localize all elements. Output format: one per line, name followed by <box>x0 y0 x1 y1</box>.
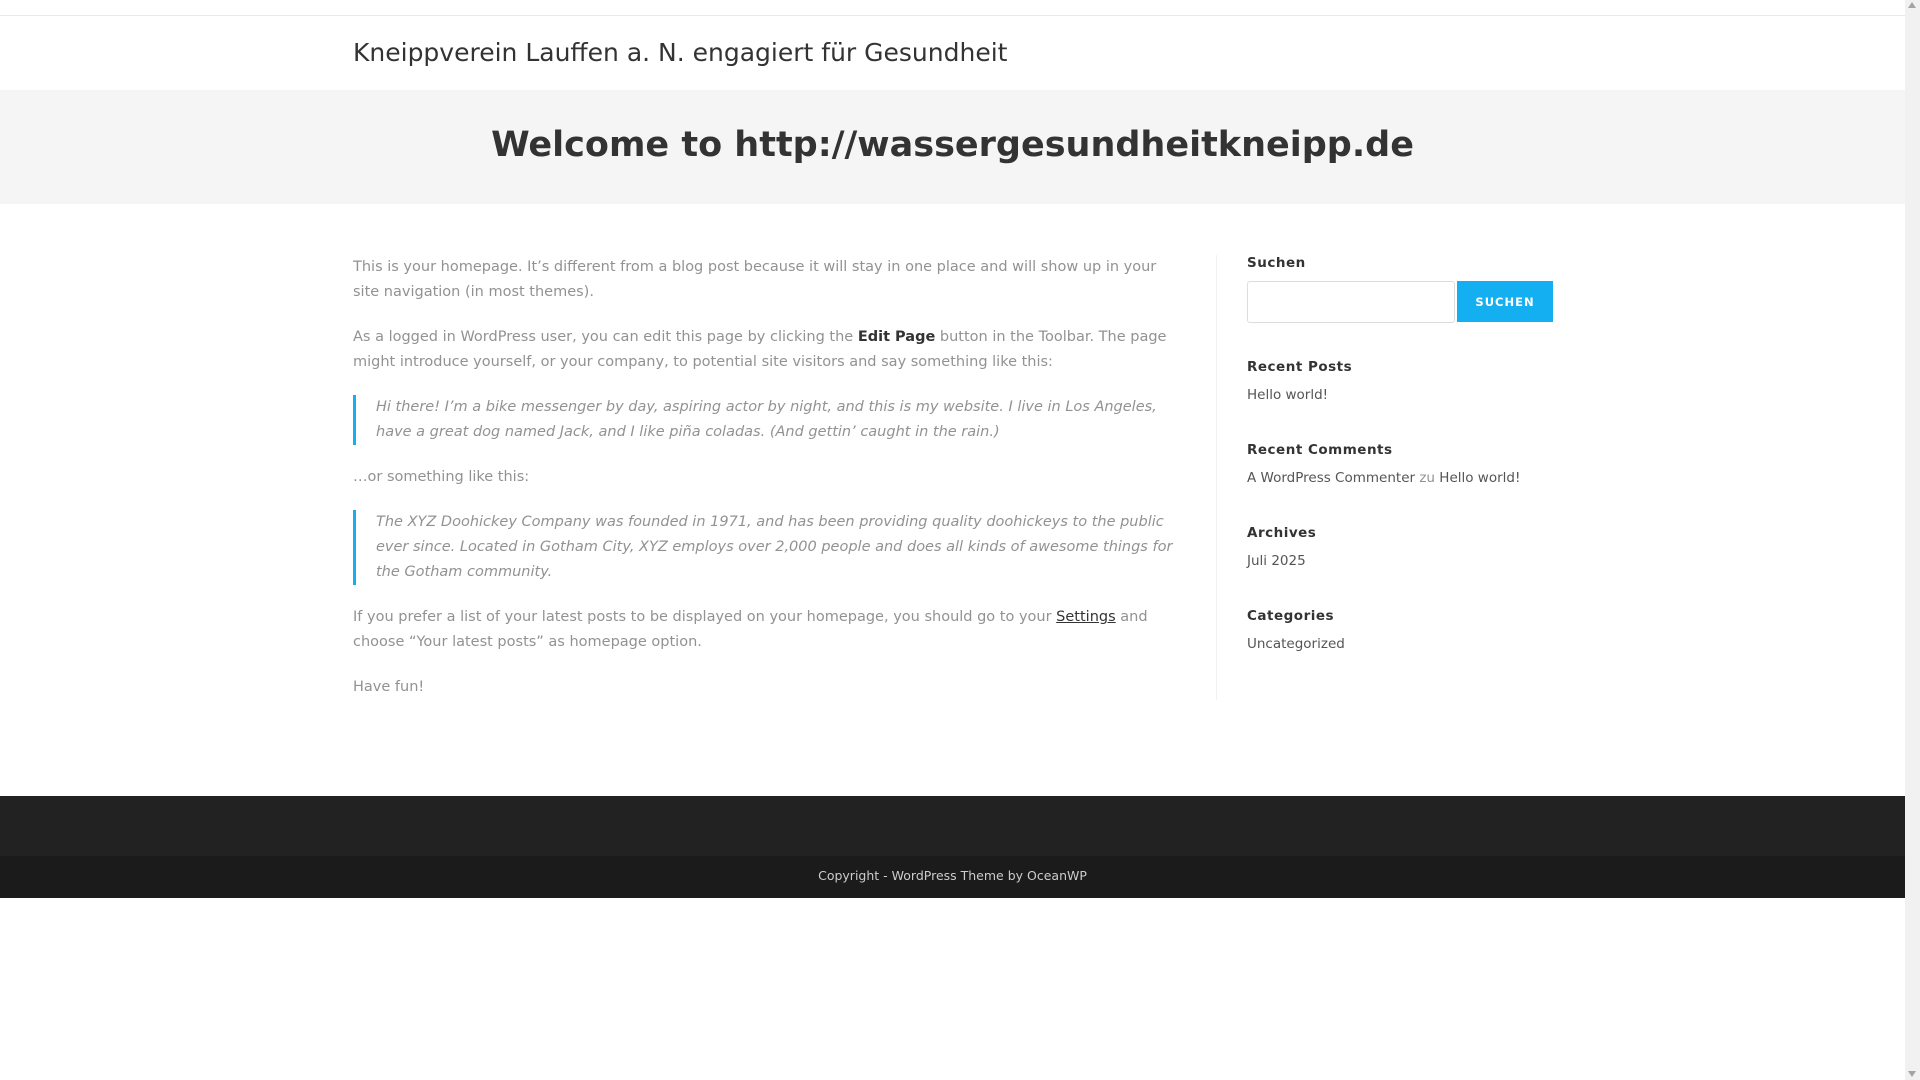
recent-posts-title: Recent Posts <box>1247 359 1353 375</box>
paragraph-or-something: …or something like this: <box>353 469 530 485</box>
search-input[interactable] <box>1247 281 1455 323</box>
categories-widget <box>1247 608 1554 654</box>
search-button[interactable]: SUCHEN <box>1457 281 1553 322</box>
settings-link[interactable]: Settings <box>1056 609 1116 625</box>
page-header <box>0 90 1905 204</box>
paragraph-settings-info <box>353 605 1186 655</box>
recent-comment-item <box>1247 468 1554 488</box>
copyright-text: Copyright - WordPress Theme by OceanWP <box>818 868 1087 883</box>
quote-text: The XYZ Doohickey Company was founded in 1971, and has been providing quality doohickeys to the public ever since. Located in Gotham City, XYZ employs over 2,000 people and does all kinds of awesome things for the Gotham community. <box>376 514 1173 580</box>
archives-title: Archives <box>1247 525 1317 541</box>
main-content <box>353 255 1186 720</box>
blockquote-bike-messenger <box>353 395 1186 445</box>
archives-widget <box>1247 525 1554 571</box>
comment-post-link[interactable]: Hello world! <box>1439 470 1521 486</box>
recent-post-link[interactable]: Hello world! <box>1247 387 1329 403</box>
sidebar <box>1247 255 1554 691</box>
edit-page-label: Edit Page <box>857 329 936 345</box>
paragraph-text: As a logged in WordPress user, you can edit this page by clicking the <box>353 329 858 345</box>
archive-link[interactable]: Juli 2025 <box>1247 553 1306 569</box>
recent-comments-title: Recent Comments <box>1247 442 1393 458</box>
page-title: Welcome to http://wassergesundheitkneipp.de <box>491 125 1414 165</box>
footer-widgets <box>0 796 1905 856</box>
vertical-scrollbar[interactable] <box>1905 0 1920 1080</box>
paragraph-text: and choose “Your latest posts” as homepage option. <box>353 609 1148 650</box>
sidebar-divider <box>1216 255 1217 700</box>
footer-bottom <box>0 856 1905 898</box>
paragraph-intro: This is your homepage. It’s different from a blog post because it will stay in one place and will show up in your site navigation (in most themes). <box>353 259 1157 300</box>
categories-title: Categories <box>1247 608 1335 624</box>
recent-posts-widget <box>1247 359 1554 405</box>
paragraph-text: If you prefer a list of your latest posts to be displayed on your homepage, you should go to your <box>353 609 1057 625</box>
blockquote-xyz-company <box>353 510 1186 585</box>
comment-connector: zu <box>1419 470 1435 486</box>
quote-text: Hi there! I’m a bike messenger by day, aspiring actor by night, and this is my website. I live in Los Angeles, have a great dog named Jack, and I like piña coladas. (And gettin’ caught in the rain.) <box>376 399 1157 440</box>
search-widget <box>1247 255 1554 323</box>
scroll-down-arrow-icon[interactable] <box>1908 1071 1916 1077</box>
search-widget-title: Suchen <box>1247 255 1306 271</box>
scroll-up-arrow-icon[interactable] <box>1908 2 1916 8</box>
top-bar <box>0 0 1905 16</box>
site-header <box>0 16 1905 90</box>
comment-author-link[interactable]: A WordPress Commenter <box>1247 470 1416 486</box>
paragraph-edit-info <box>353 325 1186 375</box>
recent-comments-widget <box>1247 442 1554 488</box>
paragraph-have-fun: Have fun! <box>353 679 425 695</box>
paragraph-text: button in the Toolbar. The page might introduce yourself, or your company, to potential site visitors and say something like this: <box>353 329 1167 370</box>
site-title-link[interactable]: Kneippverein Lauffen a. N. engagiert für Gesundheit <box>353 38 1008 67</box>
category-link[interactable]: Uncategorized <box>1247 636 1345 652</box>
search-form <box>1247 281 1554 323</box>
